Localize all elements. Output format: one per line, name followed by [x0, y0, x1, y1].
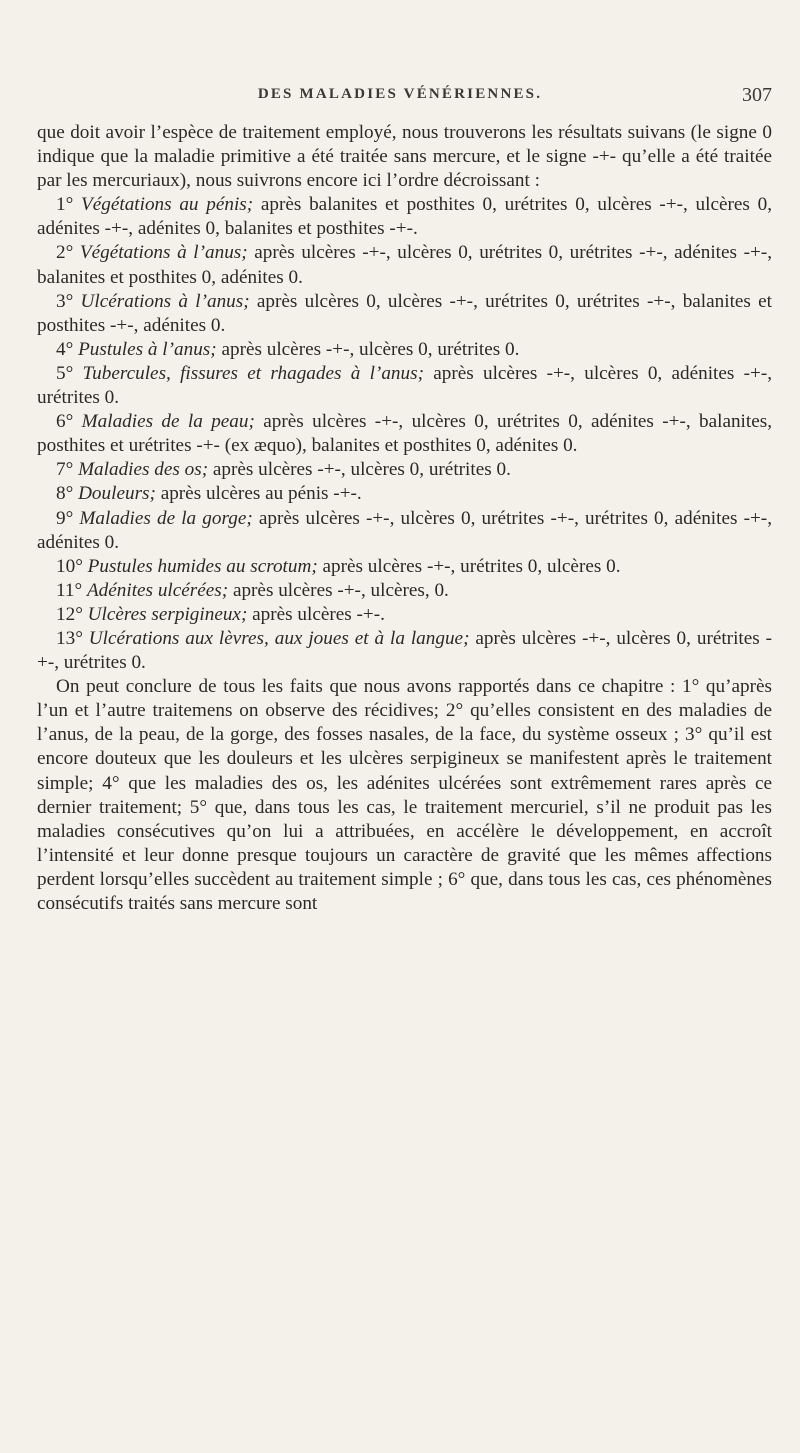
item-title: Maladies des os;: [78, 459, 209, 481]
item-title: Ulcérations aux lèvres, aux joues et à la langue;: [88, 627, 470, 649]
item-number: 10°: [56, 555, 83, 577]
item-text: après ulcères 0, ulcères -+-, urétrites 0, urétrites -+-, balanites et posthites -+-, adénites 0.: [37, 290, 772, 336]
item-title: Maladies de la gorge;: [79, 507, 253, 529]
item-text: après ulcères -+-.: [252, 603, 385, 625]
item-text: après ulcères au pénis -+-.: [160, 483, 362, 505]
item-title: Ulcérations à l’anus;: [80, 290, 250, 312]
item-text: après balanites et posthites 0, urétrites 0, ulcères -+-, ulcères 0, adénites -+-, adénites 0, balanites et posthites -+-.: [37, 194, 772, 240]
item-title: Tubercules, fissures et rhagades à l’anus;: [82, 362, 424, 384]
item-number: 2°: [56, 242, 74, 264]
item-text: après ulcères -+-, ulcères 0, adénites -+-, urétrites 0.: [37, 362, 773, 409]
item-title: Végétations au pénis;: [81, 194, 254, 216]
item-title: Végétations à l’anus;: [79, 242, 248, 264]
item-number: 7°: [56, 459, 74, 481]
body-text: [37, 121, 772, 916]
conclusion-paragraph: On peut conclure de tous les faits que nous avons rapportés dans ce chapitre : 1° qu’après l’un et l’autre traitemens on observe des récidives; 2° qu’elles consistent en des maladies de l’anus, de la peau, de la gorge, des fosses nasales, de la face, du système osseux ; 3° qu’il est encore douteux que les douleurs et les ulcères serpigineux se manifestent après le traitement simple; 4° que les maladies des os, les adénites ulcérées sont extrêmement rares après ce dernier traitement; 5° que, dans tous les cas, le traitement mercuriel, s’il ne produit pas les maladies consécutives qu’on lui a attribuées, en accélère le développement, en accroît l’intensité et leur donne presque toujours un caractère de gravité que les mêmes affections perdent lorsqu’elles succèdent au traitement simple ; 6° que, dans tous les cas, ces phénomènes consécutifs traités sans mercure sont: [37, 676, 772, 914]
numbered-list: [37, 193, 772, 675]
running-header: [0, 86, 800, 108]
item-text: après ulcères -+-, ulcères 0, urétrites -+-, urétrites 0, adénites -+-, adénites 0.: [37, 507, 772, 553]
item-number: 4°: [56, 338, 74, 360]
item-number: 12°: [56, 603, 83, 625]
item-text: après ulcères -+-, ulcères 0, urétrites 0.: [221, 338, 520, 360]
item-number: 5°: [56, 362, 74, 384]
item-text: après ulcères -+-, ulcères, 0.: [232, 579, 449, 601]
item-text: après ulcères -+-, ulcères 0, urétrites 0.: [212, 459, 511, 481]
item-title: Douleurs;: [78, 483, 156, 505]
page-number: 307: [742, 84, 772, 106]
list-item: [37, 482, 772, 506]
list-item: [37, 290, 772, 338]
item-number: 8°: [56, 483, 74, 505]
list-item: [37, 193, 772, 241]
list-item: [37, 627, 772, 675]
list-item: [37, 241, 772, 289]
item-title: Ulcères serpigineux;: [87, 603, 248, 625]
running-title: DES MALADIES VÉNÉRIENNES.: [257, 86, 543, 102]
intro-paragraph: que doit avoir l’espèce de traitement employé, nous trouverons les résultats suivans (le signe 0 indique que la maladie primitive a été traitée sans mercure, et le signe -+- qu’elle a été traitée par les mercuriaux), nous suivrons encore ici l’ordre décroissant :: [37, 122, 772, 192]
item-text: après ulcères -+-, ulcères 0, urétrites 0, urétrites -+-, adénites -+-, balanites et posthites 0, adénites 0.: [37, 242, 772, 288]
item-number: 1°: [56, 194, 74, 216]
item-title: Pustules humides au scrotum;: [87, 555, 318, 577]
list-item: [37, 458, 772, 482]
list-item: [37, 579, 772, 603]
item-text: après ulcères -+-, ulcères 0, urétrites -+-, urétrites 0.: [37, 627, 773, 674]
item-number: 3°: [56, 290, 74, 312]
item-title: Pustules à l’anus;: [78, 338, 217, 360]
list-item: [37, 507, 772, 555]
item-text: après ulcères -+-, urétrites 0, ulcères 0.: [322, 555, 621, 577]
list-item: [37, 338, 772, 362]
item-title: Adénites ulcérées;: [86, 579, 229, 601]
list-item: [37, 603, 772, 627]
item-number: 9°: [56, 507, 74, 529]
item-text: après ulcères -+-, ulcères 0, urétrites 0, adénites -+-, balanites, posthites et urétrites -+- (ex æquo), balanites et posthites 0, adénites 0.: [37, 411, 773, 457]
list-item: [37, 555, 772, 579]
item-number: 11°: [56, 579, 83, 601]
list-item: [37, 362, 772, 410]
item-number: 13°: [56, 627, 83, 649]
list-item: [37, 410, 772, 458]
item-title: Maladies de la peau;: [81, 411, 255, 433]
item-number: 6°: [56, 411, 74, 433]
